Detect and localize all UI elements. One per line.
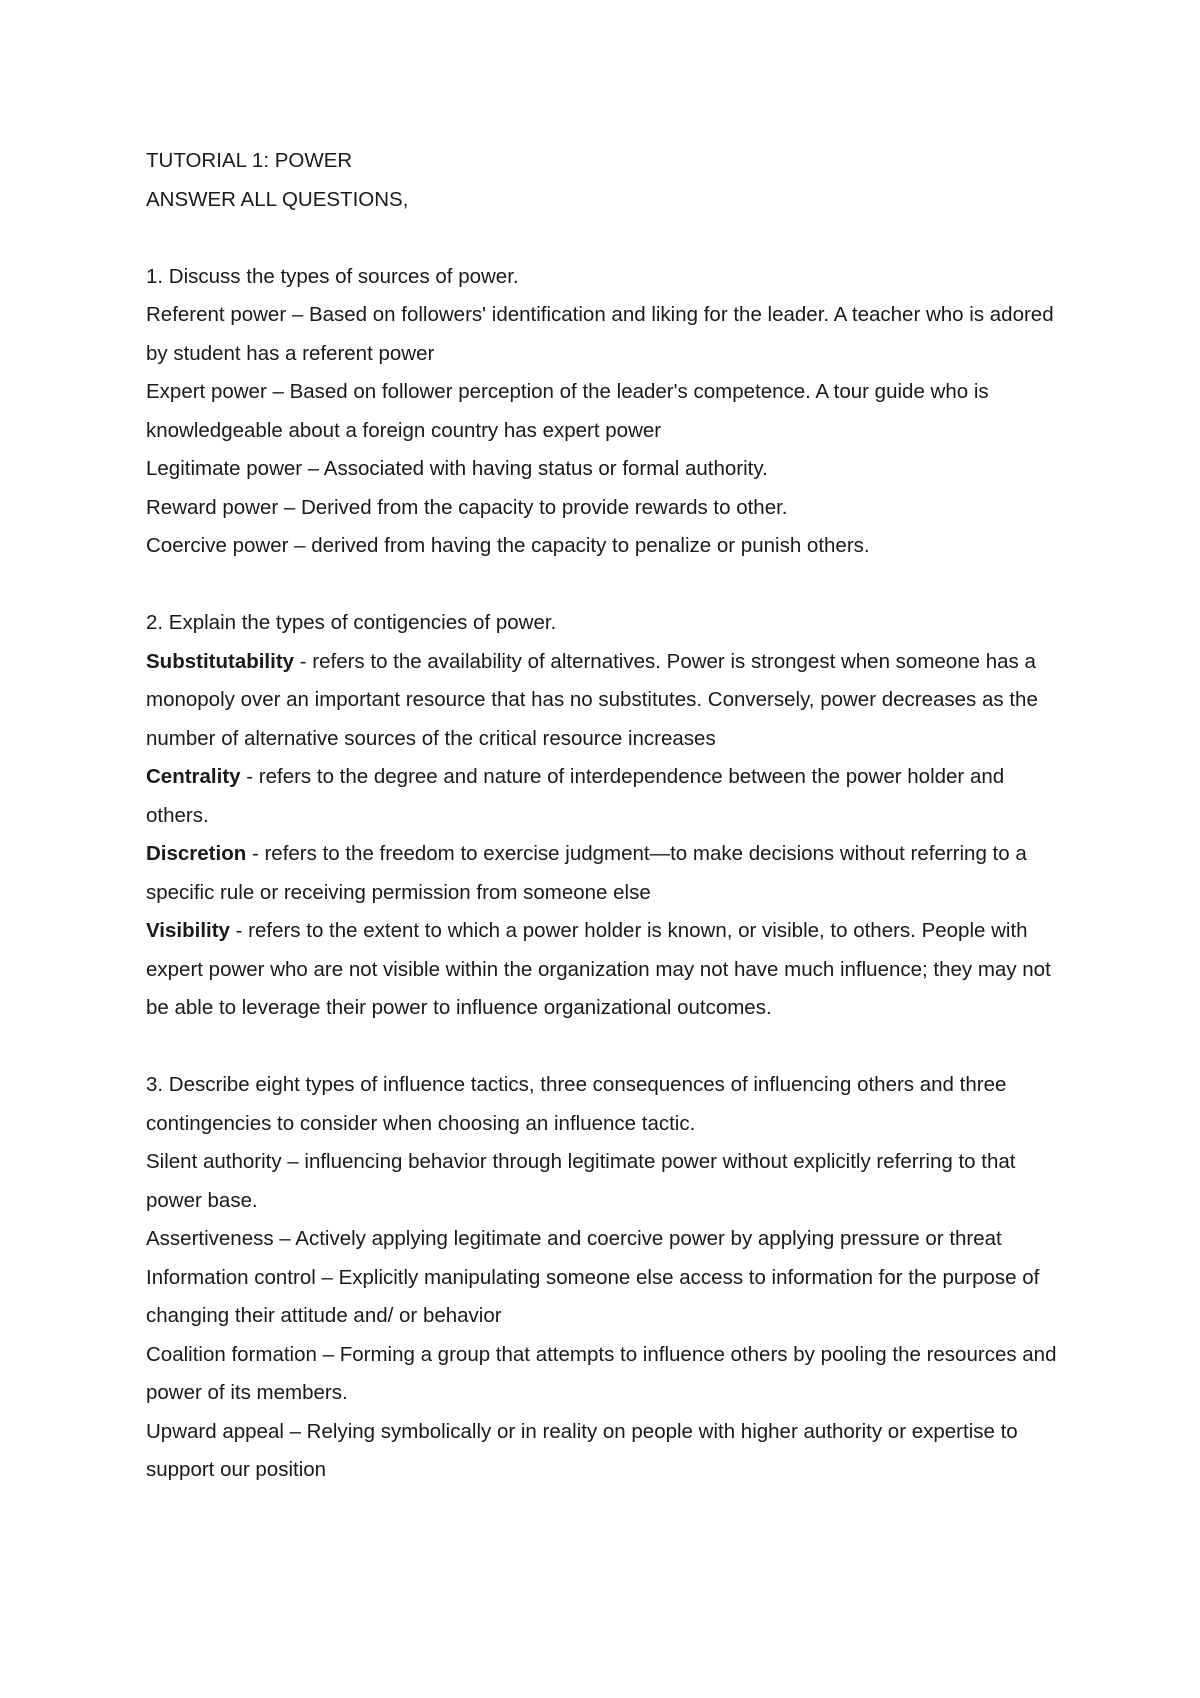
- answer-expert-power: Expert power – Based on follower perception of the leader's competence. A tour guide who is knowledgeable about a foreign country has expert power: [146, 380, 995, 442]
- answer-coalition-formation: Coalition formation – Forming a group that attempts to influence others by pooling the resources and power of its members.: [146, 1342, 1063, 1404]
- answer-discretion: [146, 835, 1066, 912]
- answer-assertiveness: Assertiveness – Actively applying legitimate and coercive power by applying pressure or threat: [146, 1227, 1002, 1250]
- definition-centrality: - refers to the degree and nature of interdependence between the power holder and others.: [146, 765, 1010, 827]
- answer-substitutability: [146, 643, 1066, 759]
- definition-discretion: - refers to the freedom to exercise judgment—to make decisions without referring to a specific rule or receiving permission from someone else: [146, 842, 1033, 904]
- document-title: TUTORIAL 1: POWER: [146, 149, 353, 172]
- term-substitutability: Substitutability: [146, 649, 295, 673]
- answer-visibility: [146, 912, 1066, 1028]
- definition-substitutability: - refers to the availability of alternatives. Power is strongest when someone has a monopoly over an important resource that has no substitutes. Conversely, power decreases as the number of alternative sources of the critical resource increases: [146, 649, 1044, 750]
- spacer: [146, 566, 1066, 605]
- answer-upward-appeal: Upward appeal – Relying symbolically or in reality on people with higher authority or expertise to support our position: [146, 1419, 1024, 1481]
- question-3: 3. Describe eight types of influence tactics, three consequences of influencing others and three contingencies to consider when choosing an influence tactic.: [146, 1073, 1013, 1135]
- answer-information-control: Information control – Explicitly manipulating someone else access to information for the purpose of changing their attitude and/ or behavior: [146, 1265, 1046, 1327]
- definition-visibility: - refers to the extent to which a power holder is known, or visible, to others. People with expert power who are not visible within the organization may not have much influence; they may not be able to leverage their power to influence organizational outcomes.: [146, 919, 1057, 1019]
- answer-referent-power: Referent power – Based on followers' identification and liking for the leader. A teacher who is adored by student has a referent power: [146, 303, 1060, 365]
- spacer: [146, 1028, 1066, 1067]
- answer-coercive-power: Coercive power – derived from having the capacity to penalize or punish others.: [146, 534, 870, 557]
- question-1: 1. Discuss the types of sources of power.: [146, 264, 519, 288]
- answer-silent-authority: Silent authority – influencing behavior through legitimate power without explicitly referring to that power base.: [146, 1150, 1022, 1212]
- instruction: ANSWER ALL QUESTIONS,: [146, 187, 409, 211]
- term-discretion: Discretion: [146, 842, 247, 865]
- spacer: [146, 219, 1066, 258]
- document-body: [146, 142, 1066, 1490]
- question-2: 2. Explain the types of contigencies of power.: [146, 611, 557, 634]
- term-visibility: Visibility: [146, 919, 230, 942]
- answer-centrality: [146, 758, 1066, 835]
- term-centrality: Centrality: [146, 765, 241, 788]
- answer-reward-power: Reward power – Derived from the capacity to provide rewards to other.: [146, 495, 788, 519]
- answer-legitimate-power: Legitimate power – Associated with having status or formal authority.: [146, 457, 768, 480]
